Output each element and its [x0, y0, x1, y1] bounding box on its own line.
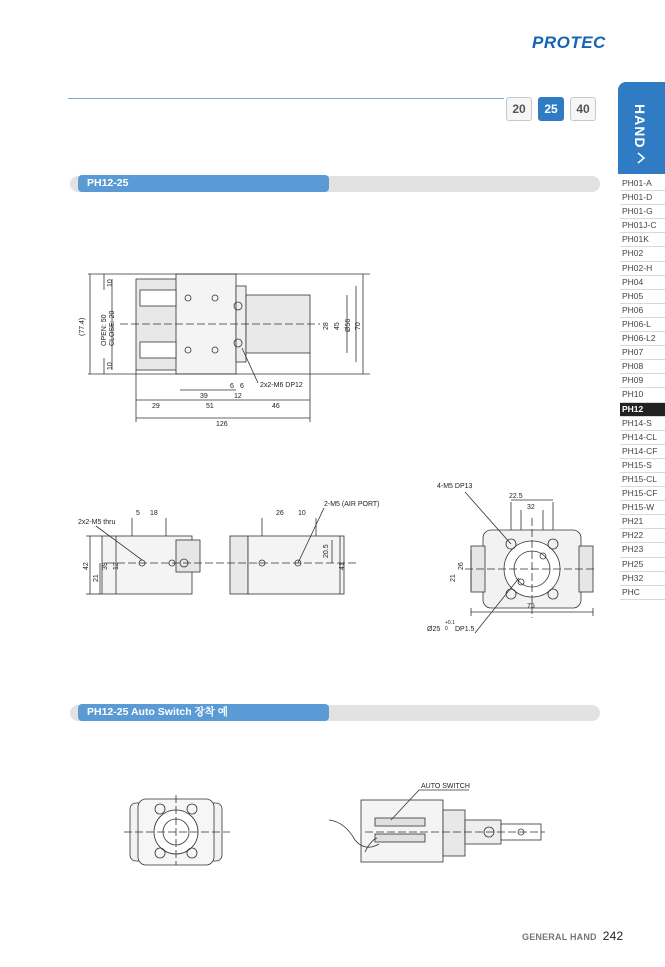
dim-label: Ø25: [427, 626, 441, 633]
footer: [522, 929, 623, 943]
size-tab-25[interactable]: 25: [538, 97, 564, 121]
sidebar-item-ph14-cf[interactable]: PH14-CF: [620, 445, 665, 459]
dim-label: 21: [450, 574, 457, 582]
chevron-right-icon: [636, 152, 646, 164]
dim-label: 10: [107, 362, 114, 370]
section-title: PH12-25: [78, 175, 329, 192]
dim-label: 21: [93, 574, 100, 582]
size-tab-20[interactable]: 20: [506, 97, 532, 121]
brand-logo-text: PROTEC: [532, 33, 606, 52]
dim-label: 28: [323, 322, 330, 330]
dim-label: 12: [113, 562, 120, 570]
sidebar-item-ph21[interactable]: PH21: [620, 515, 665, 529]
brand-logo: [532, 33, 606, 53]
dim-label: 6: [230, 383, 234, 390]
dim-label: 2x2-M6 DP12: [260, 382, 303, 389]
sidebar-item-ph25[interactable]: PH25: [620, 558, 665, 572]
product-nav: [620, 177, 665, 600]
sidebar-item-ph01-a[interactable]: PH01-A: [620, 177, 665, 191]
sidebar-item-ph32[interactable]: PH32: [620, 572, 665, 586]
sidebar-item-ph15-cf[interactable]: PH15-CF: [620, 487, 665, 501]
dim-label: 70: [355, 322, 362, 330]
dim-label: 29: [152, 403, 160, 410]
sidebar-item-ph09[interactable]: PH09: [620, 374, 665, 388]
dim-label: 75: [527, 603, 535, 610]
dim-label: 45: [334, 322, 341, 330]
dim-label: (77.4): [79, 317, 86, 336]
dim-label: 20.5: [323, 544, 330, 558]
sidebar-item-ph01-g[interactable]: PH01-G: [620, 205, 665, 219]
sidebar-item-ph10[interactable]: PH10: [620, 388, 665, 402]
dim-label: 126: [216, 421, 228, 428]
sidebar-item-ph07[interactable]: PH07: [620, 346, 665, 360]
sidebar-item-ph06-l[interactable]: PH06-L: [620, 318, 665, 332]
sidebar-item-ph04[interactable]: PH04: [620, 276, 665, 290]
dim-label: 12: [234, 393, 242, 400]
end-view-drawing: [415, 478, 605, 638]
dim-label: Ø56: [345, 318, 352, 332]
dim-label: 22.5: [509, 493, 523, 500]
sidebar-item-ph15-s[interactable]: PH15-S: [620, 459, 665, 473]
sidebar-item-ph14-cl[interactable]: PH14-CL: [620, 431, 665, 445]
dim-label: 32: [527, 504, 535, 511]
side-view-drawing: [76, 498, 380, 608]
top-view-drawing: [60, 240, 380, 430]
dim-label: 4-M5 DP13: [437, 483, 473, 490]
dim-label: 26: [458, 562, 465, 570]
sidebar-item-ph01-d[interactable]: PH01-D: [620, 191, 665, 205]
sidebar-item-ph12[interactable]: PH12: [620, 403, 665, 417]
dim-label: 46: [272, 403, 280, 410]
dim-label: 2x2-M5 thru: [78, 519, 116, 526]
dim-label: 18: [150, 510, 158, 517]
sidebar-item-ph06-l2[interactable]: PH06-L2: [620, 332, 665, 346]
dim-label: 0: [445, 626, 448, 632]
auto-switch-end-view: [122, 795, 232, 865]
section-title: PH12-25 Auto Switch 장착 예: [78, 704, 329, 721]
category-tab[interactable]: [618, 82, 665, 174]
dim-label: 6: [240, 383, 244, 390]
auto-switch-label: AUTO SWITCH: [421, 783, 470, 790]
sidebar-item-phc[interactable]: PHC: [620, 586, 665, 600]
sidebar-item-ph14-s[interactable]: PH14-S: [620, 417, 665, 431]
sidebar-item-ph01k[interactable]: PH01K: [620, 233, 665, 247]
sidebar-item-ph15-cl[interactable]: PH15-CL: [620, 473, 665, 487]
dim-label: OPEN: 50: [101, 314, 108, 346]
size-tab-40[interactable]: 40: [570, 97, 596, 121]
dim-label: 39: [200, 393, 208, 400]
sidebar-item-ph02[interactable]: PH02: [620, 247, 665, 261]
sidebar-item-ph23[interactable]: PH23: [620, 543, 665, 557]
dim-label: 51: [206, 403, 214, 410]
dim-label: 10: [298, 510, 306, 517]
auto-switch-side-view: [325, 780, 550, 865]
dim-label: 10: [107, 279, 114, 287]
size-tabs: [506, 97, 596, 121]
footer-section: GENERAL HAND: [522, 932, 597, 942]
sidebar-item-ph15-w[interactable]: PH15-W: [620, 501, 665, 515]
dim-label: 2-M5 (AIR PORT): [324, 501, 380, 508]
page-number: 242: [602, 929, 624, 943]
dim-label: CLOSE: 20: [109, 310, 116, 346]
sidebar-item-ph08[interactable]: PH08: [620, 360, 665, 374]
sidebar-item-ph02-h[interactable]: PH02-H: [620, 262, 665, 276]
header-rule: [68, 98, 504, 99]
category-label: HAND: [632, 104, 648, 149]
dim-label: 42: [83, 562, 90, 570]
sidebar-item-ph01j-c[interactable]: PH01J-C: [620, 219, 665, 233]
dim-label: +0.1: [445, 620, 455, 626]
sidebar-item-ph22[interactable]: PH22: [620, 529, 665, 543]
sidebar-item-ph05[interactable]: PH05: [620, 290, 665, 304]
dim-label: 5: [136, 510, 140, 517]
dim-label: 39: [102, 562, 109, 570]
dim-label: 26: [276, 510, 284, 517]
dim-label: 41: [339, 562, 346, 570]
sidebar-item-ph06[interactable]: PH06: [620, 304, 665, 318]
dim-label: DP1.5: [455, 626, 475, 633]
